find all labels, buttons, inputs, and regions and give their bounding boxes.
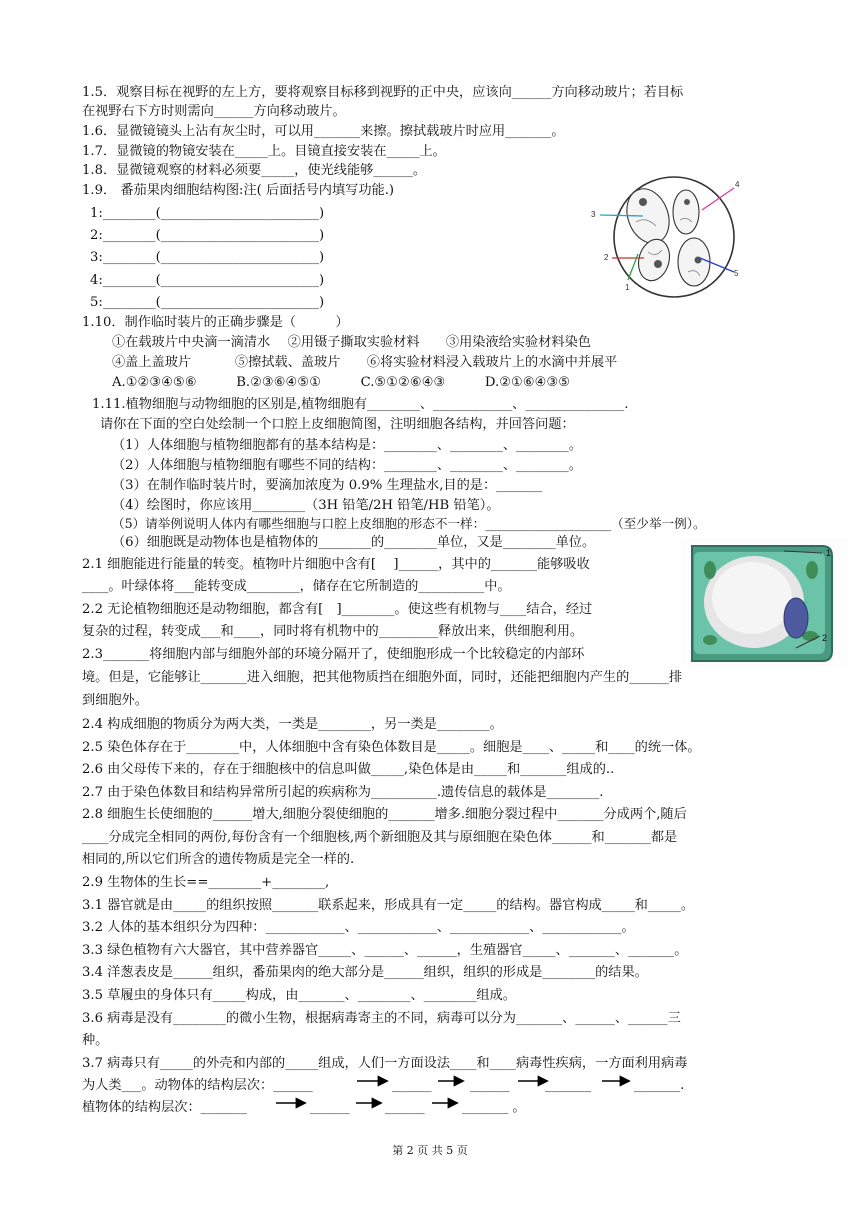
q3-6-line1: 3.6 病毒是没有________的微小生物，根据病毒寄主的不同，病毒可以分为_______、______、______三 bbox=[82, 1011, 681, 1026]
q1-10-steps-a: ①在载玻片中央滴一滴清水 ②用镊子撕取实验材料 ③用染液给实验材料染色 bbox=[112, 335, 591, 350]
q2-5: 2.5 染色体存在于________中，人体细胞中含有染色体数目是_____。细胞是____、_____和____的统一体。 bbox=[82, 740, 701, 755]
q1-9-blank-2: 2:________(________________________) bbox=[90, 228, 325, 243]
q1-9-blank-3: 3:________(________________________) bbox=[90, 250, 325, 265]
q2-3-line1: 2.3_______将细胞内部与细胞外部的环境分隔开了，使细胞形成一个比较稳定的内部环 bbox=[82, 647, 585, 662]
q1-9: 1.9． 番茄果肉细胞结构图:注( 后面括号内填写功能.) bbox=[82, 183, 395, 198]
q2-3-line3: 到细胞外。 bbox=[82, 693, 148, 708]
q1-11-sub2: （2）人体细胞与植物细胞有哪些不同的结构：________、________、________。 bbox=[112, 458, 582, 473]
q1-7: 1.7．显微镜的物镜安装在_____上。目镜直接安装在_____上。 bbox=[82, 144, 446, 159]
q2-8-line3: 相同的,所以它们所含的遗传物质是完全一样的. bbox=[82, 852, 355, 867]
q2-2-line2: 复杂的过程，转变成___和____，同时将有机物中的_________释放出来，供细胞利用。 bbox=[82, 624, 584, 639]
q1-11-sub5: （5）请举例说明人体内有哪些细胞与口腔上皮细胞的形态不一样：____________________（至少举一例）。 bbox=[112, 516, 706, 531]
plant-hierarchy: 植物体的结构层次：_______ bbox=[82, 1100, 247, 1115]
q3-7-line2: 为人类___。动物体的结构层次：______ bbox=[82, 1078, 313, 1093]
q1-5-line1: 1.5．观察目标在视野的左上方，要将观察目标移到视野的正中央，应该向______方向移动玻片；若目标 bbox=[82, 85, 684, 100]
page-footer: 第 2 页 共 5 页 bbox=[392, 1144, 468, 1157]
label-1: 1 bbox=[625, 283, 630, 292]
q3-2: 3.2 人体的基本组织分为四种：____________、____________、____________、____________。 bbox=[82, 920, 635, 935]
plant-hier-blank-2: ______ bbox=[385, 1100, 425, 1115]
q2-8-line1: 2.8 细胞生长使细胞的______增大,细胞分裂使细胞的_______增多.细胞分裂过程中_______分成两个,随后 bbox=[82, 807, 687, 822]
q1-9-blank-1: 1:________(________________________) bbox=[90, 206, 325, 221]
q1-11-sub1: （1）人体细胞与植物细胞都有的基本结构是：________、________、________。 bbox=[112, 438, 582, 453]
q1-10-steps-b: ④盖上盖玻片 ⑤擦拭载、盖玻片 ⑥将实验材料浸入载玻片上的水滴中并展平 bbox=[112, 355, 618, 370]
q2-8-line2: ____分成完全相同的两份,每份含有一个细胞核,两个新细胞及其与原细胞在染色体______和_______都是 bbox=[82, 830, 678, 845]
animal-hier-blank-2: ______ bbox=[470, 1078, 510, 1093]
q1-11-instruction: 请你在下面的空白处绘制一个口腔上皮细胞简图，注明细胞各结构，并回答问题： bbox=[100, 417, 575, 432]
q1-8: 1.8．显微镜观察的材料必须要_____，使光线能够______。 bbox=[82, 163, 427, 178]
plant-hier-blank-3: _______ 。 bbox=[462, 1100, 526, 1115]
q1-10-options: A.①②③④⑤⑥ B.②③⑥④⑤① C.⑤①②⑥④③ D.②①⑥④③⑤ bbox=[112, 375, 571, 390]
q1-11: 1.11.植物细胞与动物细胞的区别是,植物细胞有________、____________、_______________. bbox=[92, 397, 629, 412]
q2-7: 2.7 由于染色体数目和结构异常所引起的疾病称为__________.遗传信息的载体是________. bbox=[82, 785, 604, 800]
label-2: 2 bbox=[604, 253, 609, 262]
label-5: 5 bbox=[734, 269, 739, 278]
q3-4: 3.4 洋葱表皮是______组织，番茄果肉的绝大部分是______组织，组织的形成是________的结果。 bbox=[82, 965, 648, 980]
animal-hier-blank-1: ______ bbox=[392, 1078, 432, 1093]
q3-1: 3.1 器官就是由_____的组织按照_______联系起来，形成具有一定_____的结构。器官构成_____和_____。 bbox=[82, 898, 695, 913]
q2-6: 2.6 由父母传下来的，存在于细胞核中的信息叫做_____,染色体是由_____和_______组成的.. bbox=[82, 762, 615, 777]
q2-3-line2: 境。但是，它能够让_______进入细胞，把其他物质挡在细胞外面，同时，还能把细胞内产生的______排 bbox=[82, 670, 683, 685]
q2-1-line1: 2.1 细胞能进行能量的转变。植物叶片细胞中含有[ ]______，其中的_______能够吸收 bbox=[82, 557, 590, 572]
label-3: 3 bbox=[591, 210, 596, 219]
q1-11-sub3: （3）在制作临时装片时，要滴加浓度为 0.9% 生理盐水,目的是：_______ bbox=[112, 478, 543, 493]
q1-9-blank-4: 4:________(________________________) bbox=[90, 273, 325, 288]
fig-label-2: 2 bbox=[822, 633, 828, 643]
q1-6: 1.6．显微镜镜头上沾有灰尘时，可以用_______来擦。擦拭载玻片时应用_______。 bbox=[82, 124, 565, 139]
label-4: 4 bbox=[735, 180, 740, 189]
q2-1-line2: ____。叶绿体将___能转变成________，储存在它所制造的__________中。 bbox=[82, 579, 511, 594]
tomato-cell-diagram bbox=[588, 172, 738, 302]
q2-9: 2.9 生物体的生长==________+________, bbox=[82, 875, 330, 890]
animal-hier-blank-3: _______ bbox=[545, 1078, 592, 1093]
q2-4: 2.4 构成细胞的物质分为两大类，一类是________，另一类是________。 bbox=[82, 717, 503, 732]
animal-hier-blank-4: _______. bbox=[634, 1078, 685, 1093]
q3-5: 3.5 草履虫的身体只有_____构成，由_______、________、________组成。 bbox=[82, 988, 516, 1003]
fig-label-1: 1 bbox=[826, 548, 832, 558]
q3-3: 3.3 绿色植物有六大器官，其中营养器官_____、______、______，生殖器官_____、_______、_______。 bbox=[82, 943, 688, 958]
plant-cell-figure bbox=[680, 536, 850, 668]
q3-7-line1: 3.7 病毒只有_____的外壳和内部的_____组成，人们一方面设法____和____病毒性疾病，一方面利用病毒 bbox=[82, 1056, 688, 1071]
q1-11-sub6: （6）细胞既是动物体也是植物体的________的________单位，又是________单位。 bbox=[112, 535, 596, 550]
q1-5-line2: 在视野右下方时则需向______方向移动玻片。 bbox=[82, 104, 346, 119]
q1-10: 1.10．制作临时装片的正确步骤是（ ） bbox=[82, 315, 349, 330]
q1-9-blank-5: 5:________(________________________) bbox=[90, 295, 325, 310]
q3-6-line2: 种。 bbox=[82, 1033, 109, 1048]
plant-hier-blank-1: ______ bbox=[310, 1100, 350, 1115]
q2-2-line1: 2.2 无论植物细胞还是动物细胞，都含有[ ]________。使这些有机物与____结合，经过 bbox=[82, 602, 593, 617]
q1-11-sub4: （4）绘图时，你应该用________（3H 铅笔/2H 铅笔/HB 铅笔）。 bbox=[112, 498, 500, 513]
